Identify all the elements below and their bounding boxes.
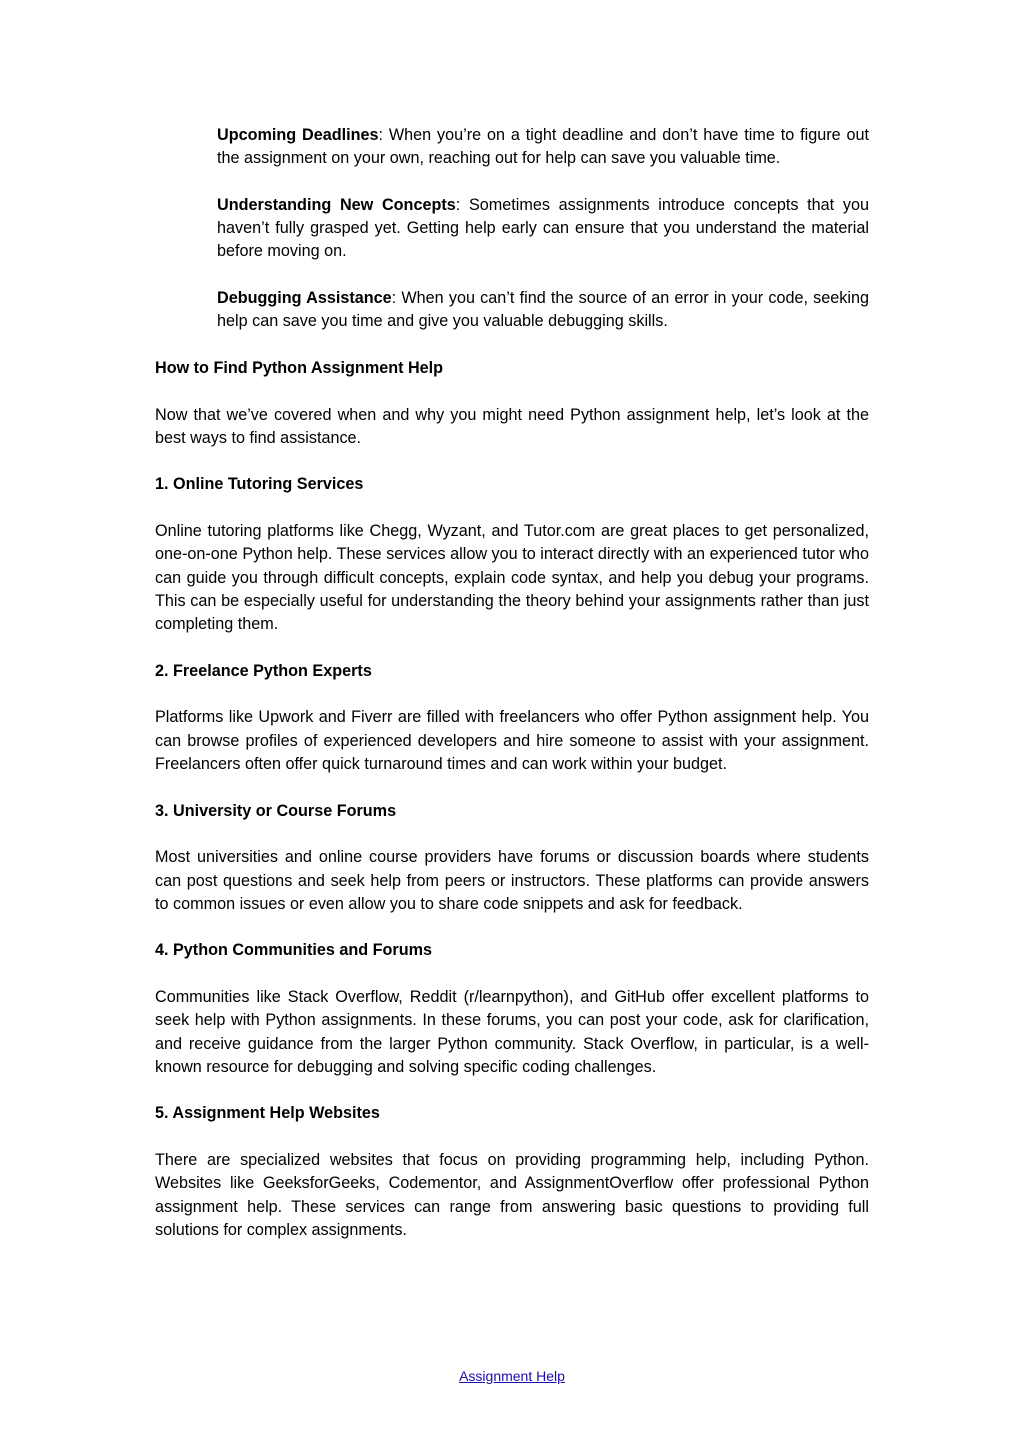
list-item: [217, 194, 869, 264]
document-content: [155, 124, 869, 1266]
bullet-term: Understanding New Concepts: [217, 195, 456, 214]
list-item: [217, 287, 869, 334]
bullet-text: : When you’re on a tight deadline and don’t have time to figure out the assignment on your own, reaching out for help can save you valuable time.: [217, 126, 869, 168]
bullet-term: Upcoming Deadlines: [217, 126, 379, 144]
subsection-heading: 2. Freelance Python Experts: [155, 661, 372, 680]
bullet-text: : Sometimes assignments introduce concepts that you haven’t fully grasped yet. Getting help early can ensure that you understand the material before moving on.: [217, 195, 869, 261]
page-footer: [0, 1366, 1024, 1386]
section-heading: How to Find Python Assignment Help: [155, 358, 444, 377]
subsection-body: Most universities and online course providers have forums or discussion boards where students can post questions and seek help from peers or instructors. These platforms can provide answers to common issues or even allow you to share code snippets and ask for feedback.: [155, 848, 869, 913]
subsection-body: Platforms like Upwork and Fiverr are filled with freelancers who offer Python assignment help. You can browse profiles of experienced developers and hire someone to assist with your assignment. Freelancers often offer quick turnaround times and can work within your budget.: [155, 708, 869, 774]
bullet-term: Debugging Assistance: [217, 289, 392, 308]
subsection-body: There are specialized websites that focus on providing programming help, including Python. Websites like GeeksforGeeks, Codementor, and AssignmentOverflow offer professional Python assignment help. These services can range from answering basic questions to providing full solutions for complex assignments.: [155, 1151, 869, 1239]
subsection-heading: 1. Online Tutoring Services: [155, 475, 364, 494]
footer-link[interactable]: Assignment Help: [459, 1368, 565, 1384]
subsection-body: Communities like Stack Overflow, Reddit (r/learnpython), and GitHub offer excellent platforms to seek help with Python assignments. In these forums, you can post your code, ask for clarification, and receive guidance from the larger Python community. Stack Overflow, in particular, is a well-known resource for debugging and solving specific coding challenges.: [155, 987, 869, 1076]
subsection-body: Online tutoring platforms like Chegg, Wyzant, and Tutor.com are great places to get personalized, one-on-one Python help. These services allow you to interact directly with an experienced tutor who can guide you through difficult concepts, explain code syntax, and help you debug your programs. This can be especially useful for understanding the theory behind your assignments rather than just completing them.: [155, 522, 869, 634]
section-intro: Now that we’ve covered when and why you might need Python assignment help, let’s look at the best ways to find assistance.: [155, 405, 869, 447]
bullet-text: : When you can’t find the source of an error in your code, seeking help can save you time and give you valuable debugging skills.: [217, 289, 869, 331]
subsection-heading: 4. Python Communities and Forums: [155, 941, 433, 960]
reasons-list: [217, 124, 869, 334]
subsection-heading: 3. University or Course Forums: [155, 801, 397, 820]
list-item: [217, 124, 869, 171]
subsection-heading: 5. Assignment Help Websites: [155, 1104, 380, 1123]
